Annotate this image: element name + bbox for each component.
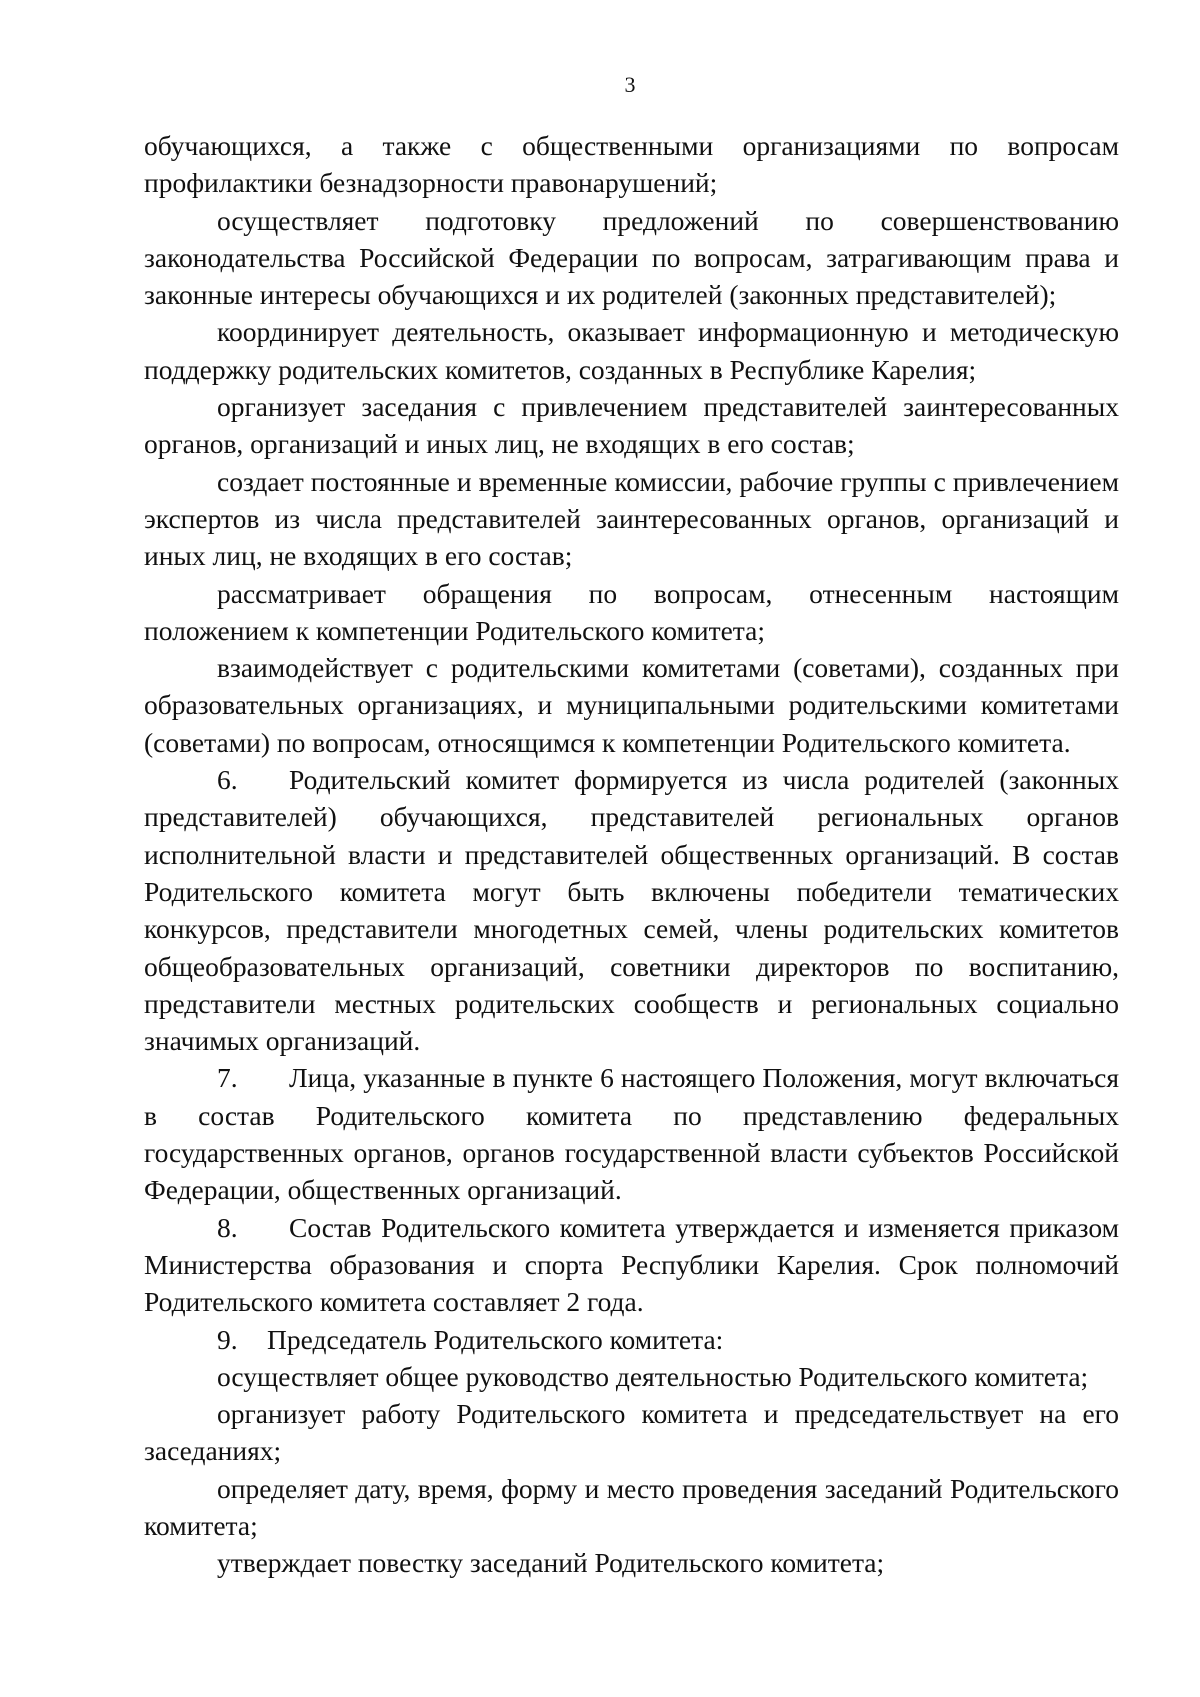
clause-text: Председатель Родительского комитета: (267, 1323, 724, 1355)
clause-number: 8. (217, 1211, 238, 1243)
paragraph-organizes-meetings: организует заседания с привлечением представителей заинтересованных органов, организаций и иных лиц, не входящих в его состав; (144, 391, 1119, 460)
clause-7 (144, 1059, 1119, 1208)
paragraph-continuation: обучающихся, а также с общественными организациями по вопросам профилактики безнадзорности правонарушений; (144, 130, 1119, 199)
paragraph-considers-appeals: рассматривает обращения по вопросам, отнесенным настоящим положением к компетенции Родительского комитета; (144, 577, 1119, 646)
clause-6 (144, 761, 1119, 1059)
paragraph-coordinates-activity: координирует деятельность, оказывает информационную и методическую поддержку родительских комитетов, созданных в Республике Карелия; (144, 316, 1119, 385)
clause-text: Лица, указанные в пункте 6 настоящего Положения, могут включаться в состав Родительского комитета по представлению федеральных государственных органов, органов государственной власти субъектов Российской Федерации, общественных организаций. (144, 1062, 1119, 1206)
paragraph-organizes-work: организует работу Родительского комитета и председательствует на его заседаниях; (144, 1398, 1119, 1467)
clause-text: Состав Родительского комитета утверждается и изменяется приказом Министерства образования и спорта Республики Карелия. Срок полномочий Родительского комитета составляет 2 года. (144, 1211, 1119, 1318)
paragraph-prepares-proposals: осуществляет подготовку предложений по совершенствованию законодательства Российской Федерации по вопросам, затрагивающим права и законные интересы обучающихся и их родителей (законных представителей); (144, 204, 1119, 311)
paragraph-approves-agenda: утверждает повестку заседаний Родительского комитета; (217, 1547, 885, 1579)
clause-number: 9. (217, 1323, 238, 1355)
clause-8 (144, 1209, 1119, 1321)
paragraph-interacts-with-committees: взаимодействует с родительскими комитетами (советами), созданных при образовательных организациях, и муниципальными родительскими комитетами (советами) по вопросам, относящимся к компетенции Родительского комитета. (144, 652, 1119, 758)
clause-number: 6. (217, 764, 238, 796)
paragraph-creates-commissions: создает постоянные и временные комиссии, рабочие группы с привлечением экспертов из числа представителей заинтересованных органов, организаций и иных лиц, не входящих в его состав; (144, 465, 1119, 572)
clause-text: Родительский комитет формируется из числа родителей (законных представителей) обучающихся, представителей региональных органов исполнительной власти и представителей общественных организаций. В состав Родительского комитета могут быть включены победители тематических конкурсов, представители многодетных семей, члены родительских комитетов общеобразовательных организаций, советники директоров по воспитанию, представители местных родительских сообществ и региональных социально значимых организаций. (144, 764, 1119, 1057)
paragraph-determines-date: определяет дату, время, форму и место проведения заседаний Родительского комитета; (144, 1472, 1119, 1541)
clause-9 (144, 1321, 1119, 1358)
paragraph-general-management: осуществляет общее руководство деятельностью Родительского комитета; (217, 1360, 1089, 1392)
clause-number: 7. (217, 1062, 238, 1094)
page-number: 3 (624, 72, 636, 97)
document-body (144, 127, 1119, 1582)
